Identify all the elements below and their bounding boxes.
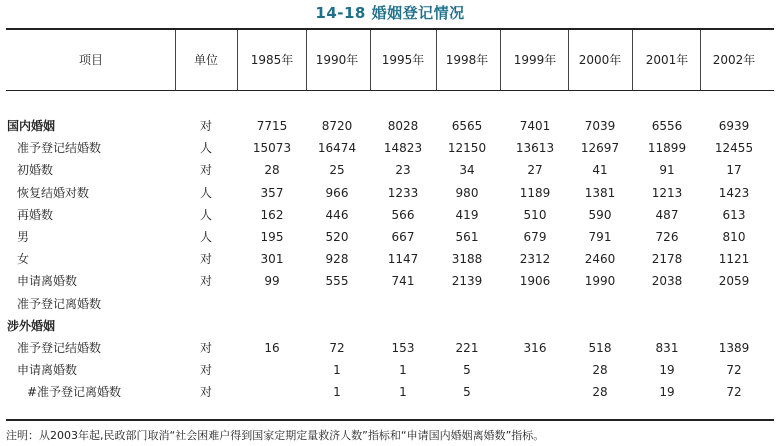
table-cell: 23 bbox=[395, 163, 411, 177]
header-column-divider bbox=[237, 30, 238, 90]
table-cell: 1213 bbox=[651, 186, 683, 200]
table-cell: 613 bbox=[722, 208, 746, 222]
table-cell bbox=[435, 294, 499, 314]
table-cell: 5 bbox=[463, 385, 471, 399]
table-title: 14-18 婚姻登记情况 bbox=[315, 4, 465, 22]
table-cell bbox=[503, 294, 567, 314]
table-cell bbox=[435, 316, 499, 336]
row-unit bbox=[176, 316, 236, 336]
row-label: 再婚数 bbox=[17, 208, 54, 222]
header-column-divider bbox=[700, 30, 701, 90]
row-label: 申请离婚数 bbox=[17, 274, 78, 288]
bottom-rule bbox=[6, 419, 774, 421]
table-cell: 162 bbox=[260, 208, 284, 222]
table-cell: 1906 bbox=[519, 274, 551, 288]
table-cell: 28 bbox=[592, 363, 608, 377]
row-label: 准予登记结婚数 bbox=[17, 141, 102, 155]
table-cell: 91 bbox=[659, 163, 675, 177]
footnote: 注明：从2003年起,民政部门取消“社会困难户得到国家定期定量救济人数”指标和“申请国内婚姻离婚数”指标。 bbox=[6, 429, 545, 442]
table-cell: 8028 bbox=[387, 119, 419, 133]
header-year: 1995年 bbox=[381, 53, 425, 67]
table-cell: 99 bbox=[264, 274, 280, 288]
table-cell: 2038 bbox=[651, 274, 683, 288]
table-cell: 28 bbox=[264, 163, 280, 177]
table-cell: 16474 bbox=[317, 141, 357, 155]
table-cell: 12150 bbox=[447, 141, 487, 155]
table-cell: 72 bbox=[726, 385, 742, 399]
row-unit: 对 bbox=[199, 274, 212, 288]
row-unit: 对 bbox=[199, 119, 212, 133]
row-unit: 对 bbox=[199, 363, 212, 377]
row-label: 女 bbox=[17, 252, 30, 266]
row-unit: 人 bbox=[199, 141, 212, 155]
table-cell: 301 bbox=[260, 252, 284, 266]
table-cell: 487 bbox=[655, 208, 679, 222]
table-cell: 2460 bbox=[584, 252, 616, 266]
table-cell: 561 bbox=[455, 230, 479, 244]
row-unit: 人 bbox=[199, 230, 212, 244]
table-cell: 14823 bbox=[383, 141, 423, 155]
table-cell: 2178 bbox=[651, 252, 683, 266]
table-cell bbox=[503, 360, 567, 380]
table-cell: 25 bbox=[329, 163, 345, 177]
header-year: 1999年 bbox=[513, 53, 557, 67]
table-cell: 1381 bbox=[584, 186, 616, 200]
row-label: 准予登记离婚数 bbox=[17, 297, 102, 311]
table-cell: 27 bbox=[527, 163, 543, 177]
table-cell bbox=[568, 316, 632, 336]
table-cell: 7401 bbox=[519, 119, 551, 133]
row-unit bbox=[176, 294, 236, 314]
table-cell: 34 bbox=[459, 163, 475, 177]
table-cell: 1147 bbox=[387, 252, 419, 266]
table-cell bbox=[371, 294, 435, 314]
table-cell: 928 bbox=[325, 252, 349, 266]
table-cell: 7039 bbox=[584, 119, 616, 133]
table-cell: 590 bbox=[588, 208, 612, 222]
table-cell: 667 bbox=[391, 230, 415, 244]
table-cell bbox=[240, 360, 304, 380]
table-cell: 8720 bbox=[321, 119, 353, 133]
table-cell: 1990 bbox=[584, 274, 616, 288]
header-year: 2000年 bbox=[578, 53, 622, 67]
table-cell: 12455 bbox=[714, 141, 754, 155]
row-label: 申请离婚数 bbox=[17, 363, 78, 377]
table-cell: 1189 bbox=[519, 186, 551, 200]
table-cell: 1389 bbox=[718, 341, 750, 355]
row-unit: 对 bbox=[199, 163, 212, 177]
table-cell: 810 bbox=[722, 230, 746, 244]
table-cell: 679 bbox=[523, 230, 547, 244]
table-cell: 12697 bbox=[580, 141, 620, 155]
table-cell: 153 bbox=[391, 341, 415, 355]
row-label: 恢复结婚对数 bbox=[17, 186, 90, 200]
table-cell: 6565 bbox=[451, 119, 483, 133]
table-cell: 741 bbox=[391, 274, 415, 288]
table-cell bbox=[371, 316, 435, 336]
table-cell: 520 bbox=[325, 230, 349, 244]
table-cell bbox=[702, 316, 766, 336]
table-cell: 41 bbox=[592, 163, 608, 177]
header-year: 1985年 bbox=[250, 53, 294, 67]
table-cell: 28 bbox=[592, 385, 608, 399]
table-cell: 726 bbox=[655, 230, 679, 244]
table-cell: 7715 bbox=[256, 119, 288, 133]
header-rule bbox=[6, 90, 774, 91]
table-cell: 195 bbox=[260, 230, 284, 244]
table-cell bbox=[635, 316, 699, 336]
table-cell: 791 bbox=[588, 230, 612, 244]
table-cell: 72 bbox=[329, 341, 345, 355]
table-cell: 966 bbox=[325, 186, 349, 200]
table-cell: 17 bbox=[726, 163, 742, 177]
table-cell bbox=[240, 294, 304, 314]
table-cell: 566 bbox=[391, 208, 415, 222]
table-cell bbox=[568, 294, 632, 314]
table-cell: 357 bbox=[260, 186, 284, 200]
header-column-divider bbox=[632, 30, 633, 90]
table-cell: 2059 bbox=[718, 274, 750, 288]
table-cell: 1 bbox=[399, 385, 407, 399]
table-cell: 1233 bbox=[387, 186, 419, 200]
header-year: 2001年 bbox=[645, 53, 689, 67]
row-label: 准予登记结婚数 bbox=[17, 341, 102, 355]
table-cell: 1423 bbox=[718, 186, 750, 200]
row-unit: 人 bbox=[199, 186, 212, 200]
table-cell: 19 bbox=[659, 363, 675, 377]
table-cell bbox=[305, 316, 369, 336]
table-cell: 316 bbox=[523, 341, 547, 355]
table-cell: 980 bbox=[455, 186, 479, 200]
table-cell bbox=[503, 382, 567, 402]
table-cell: 1 bbox=[333, 363, 341, 377]
table-cell: 3188 bbox=[451, 252, 483, 266]
table-cell: 19 bbox=[659, 385, 675, 399]
table-cell: 1 bbox=[333, 385, 341, 399]
row-label: 初婚数 bbox=[17, 163, 54, 177]
table-cell: 2139 bbox=[451, 274, 483, 288]
table-cell bbox=[503, 316, 567, 336]
header-year: 2002年 bbox=[712, 53, 756, 67]
header-unit: 单位 bbox=[193, 53, 218, 67]
header-year: 1998年 bbox=[445, 53, 489, 67]
table-cell: 518 bbox=[588, 341, 612, 355]
table-cell: 510 bbox=[523, 208, 547, 222]
table-cell: 6556 bbox=[651, 119, 683, 133]
header-year: 1990年 bbox=[315, 53, 359, 67]
table-cell: 1 bbox=[399, 363, 407, 377]
row-unit: 对 bbox=[199, 252, 212, 266]
table-cell: 16 bbox=[264, 341, 280, 355]
table-cell: 11899 bbox=[647, 141, 687, 155]
table-cell: 831 bbox=[655, 341, 679, 355]
table-cell bbox=[702, 294, 766, 314]
table-cell: 2312 bbox=[519, 252, 551, 266]
row-unit: 人 bbox=[199, 208, 212, 222]
header-item: 项目 bbox=[78, 53, 103, 67]
table-cell bbox=[240, 316, 304, 336]
table-cell bbox=[635, 294, 699, 314]
row-label: 涉外婚姻 bbox=[7, 319, 56, 333]
row-unit: 对 bbox=[199, 341, 212, 355]
row-unit: 对 bbox=[199, 385, 212, 399]
table-cell: 72 bbox=[726, 363, 742, 377]
table-cell: 6939 bbox=[718, 119, 750, 133]
table-cell: 13613 bbox=[515, 141, 555, 155]
table-cell: 5 bbox=[463, 363, 471, 377]
table-cell: 419 bbox=[455, 208, 479, 222]
header-column-divider bbox=[500, 30, 501, 90]
row-label: #准予登记离婚数 bbox=[27, 385, 122, 399]
table-cell: 221 bbox=[455, 341, 479, 355]
table-cell: 15073 bbox=[252, 141, 292, 155]
table-cell bbox=[305, 294, 369, 314]
table-cell: 1121 bbox=[718, 252, 750, 266]
table-cell: 555 bbox=[325, 274, 349, 288]
row-label: 男 bbox=[17, 230, 30, 244]
table-cell bbox=[240, 382, 304, 402]
table-cell: 446 bbox=[325, 208, 349, 222]
row-label: 国内婚姻 bbox=[7, 119, 56, 133]
